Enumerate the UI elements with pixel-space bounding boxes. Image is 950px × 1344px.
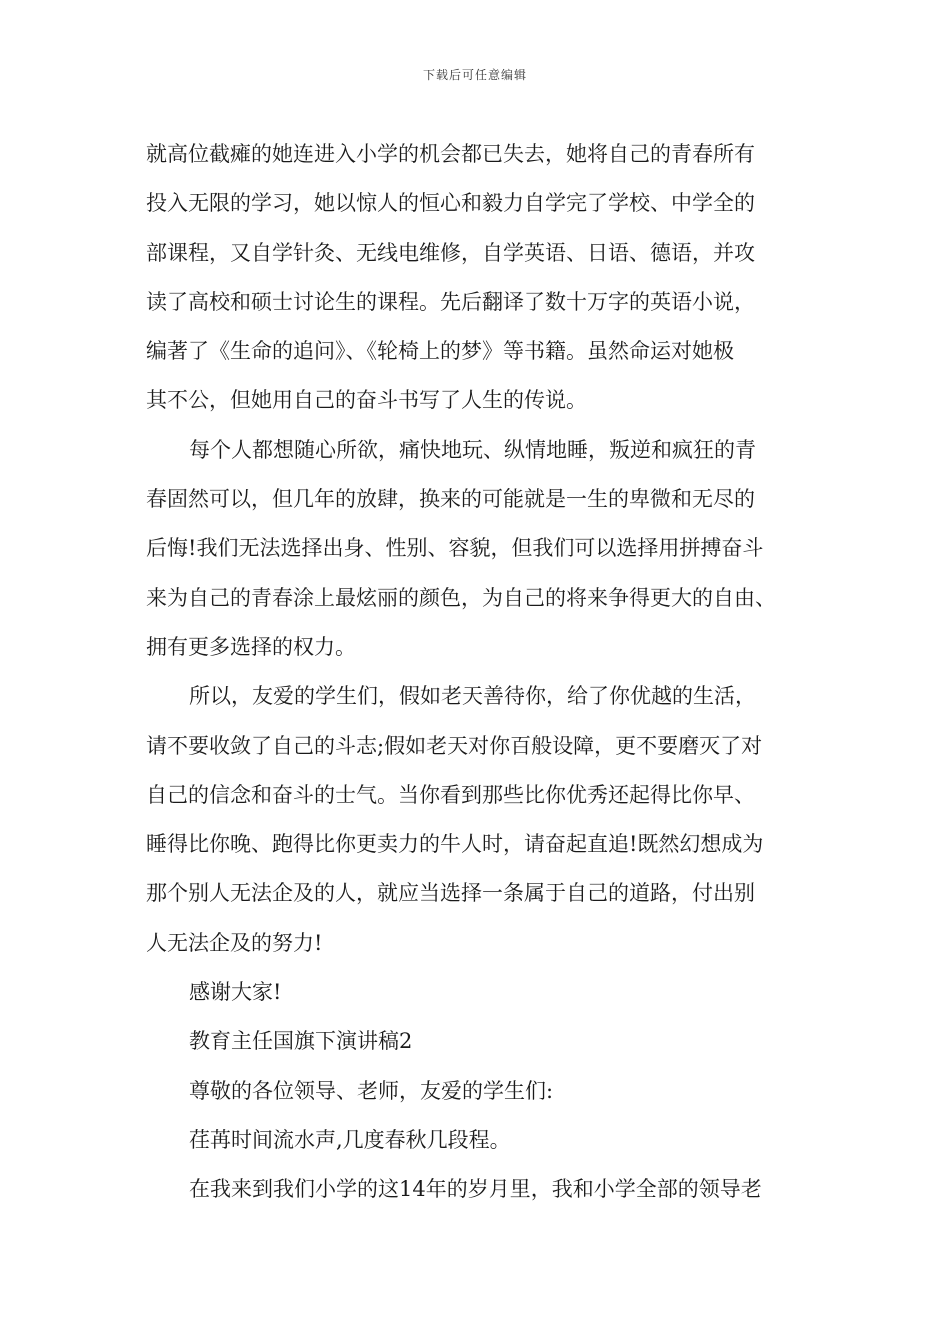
text-line: 后悔!我们无法选择出身、性别、容貌，但我们可以选择用拼搏奋斗 [146, 536, 764, 561]
closing-line: 感谢大家! [189, 980, 282, 1005]
text-line: 读了高校和硕士讨论生的课程。先后翻译了数十万字的英语小说， [146, 289, 755, 314]
text-line: 编著了《生命的追问》、《轮椅上的梦》等书籍。虽然命运对她极 [146, 339, 734, 364]
section-title: 教育主任国旗下演讲稿2 [189, 1029, 413, 1054]
page-header: 下载后可任意编辑 [422, 68, 527, 82]
text-line: 投入无限的学习，她以惊人的恒心和毅力自学完了学校、中学全的 [146, 191, 755, 216]
paragraph-start-line: 荏苒时间流水声,几度春秋几段程。 [189, 1127, 511, 1152]
text-line: 睡得比你晚、跑得比你更卖力的牛人时，请奋起直追!既然幻想成为 [146, 832, 764, 857]
text-line: 其不公，但她用自己的奋斗书写了人生的传说。 [146, 388, 587, 413]
text-line: 来为自己的青春涂上最炫丽的颜色，为自己的将来争得更大的自由、 [146, 585, 776, 610]
text-line: 春固然可以，但几年的放肆，换来的可能就是一生的卑微和无尽的 [146, 487, 755, 512]
text-line: 就高位截瘫的她连进入小学的机会都已失去，她将自己的青春所有 [146, 142, 755, 166]
text-line: 那个别人无法企及的人，就应当选择一条属于自己的道路，付出别 [146, 881, 755, 906]
salutation-line: 尊敬的各位领导、老师，友爱的学生们: [189, 1078, 554, 1103]
text-line: 拥有更多选择的权力。 [146, 634, 356, 659]
paragraph-start-line: 所以，友爱的学生们，假如老天善待你，给了你优越的生活， [189, 684, 756, 709]
text-line: 人无法企及的努力! [146, 930, 323, 955]
text-line: 自己的信念和奋斗的士气。当你看到那些比你优秀还起得比你早、 [146, 782, 755, 807]
document-body [146, 130, 806, 1215]
paragraph-start-line: 在我来到我们小学的这14年的岁月里，我和小学全部的领导老 [189, 1177, 762, 1202]
text-line: 部课程，又自学针灸、无线电维修，自学英语、日语、德语，并攻 [146, 240, 755, 265]
text-line: 请不要收敛了自己的斗志;假如老天对你百般设障，更不要磨灭了对 [146, 733, 763, 758]
paragraph-start-line: 每个人都想随心所欲，痛快地玩、纵情地睡，叛逆和疯狂的青 [189, 437, 756, 462]
